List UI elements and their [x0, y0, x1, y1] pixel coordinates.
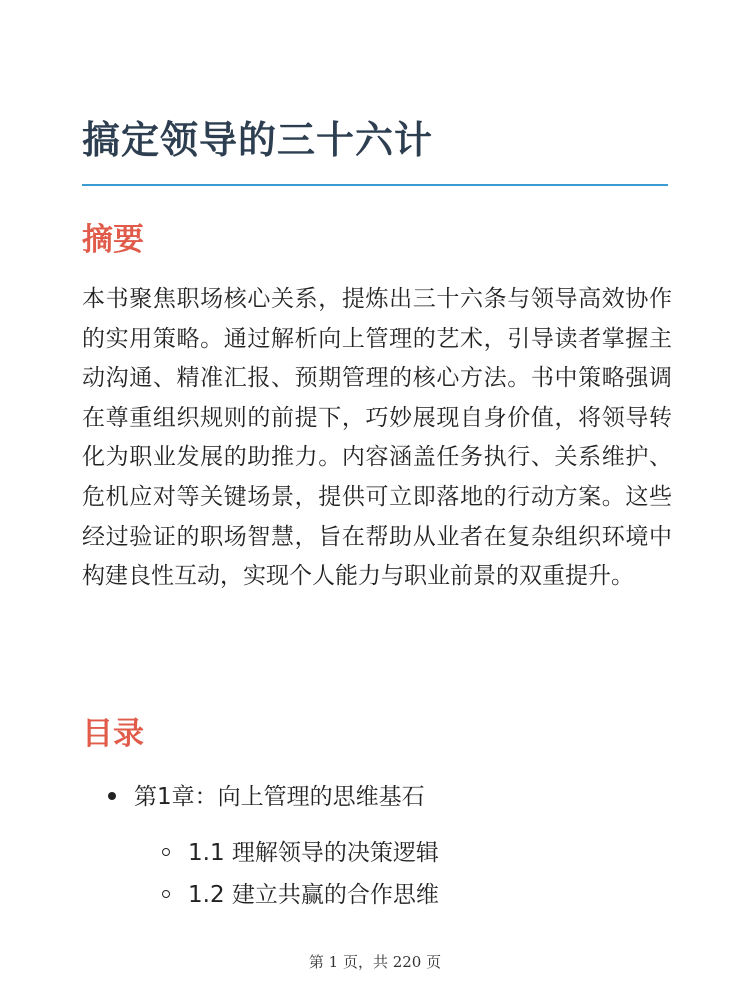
bullet-disc-icon: [108, 792, 116, 800]
bullet-circle-icon: [162, 890, 170, 898]
document-title: 搞定领导的三十六计: [82, 118, 434, 162]
toc-section-label: 1.1 理解领导的决策逻辑: [188, 840, 439, 866]
toc-chapter-label: 第1章：向上管理的思维基石: [134, 784, 425, 810]
bullet-circle-icon: [162, 848, 170, 856]
toc-chapter-item[interactable]: [108, 780, 425, 814]
title-divider: [82, 184, 668, 186]
page-number-footer: 第 1 页，共 220 页: [308, 953, 442, 971]
toc-section-label: 1.2 建立共赢的合作思维: [188, 882, 439, 908]
toc-heading: 目录: [82, 716, 144, 752]
abstract-body: 本书聚焦职场核心关系，提炼出三十六条与领导高效协作的实用策略。通过解析向上管理的艺术，引导读者掌握主动沟通、精准汇报、预期管理的核心方法。书中策略强调在尊重组织规则的前提下，巧妙展现自身价值，将领导转化为职业发展的助推力。内容涵盖任务执行、关系维护、危机应对等关键场景，提供可立即落地的行动方案。这些经过验证的职场智慧，旨在帮助从业者在复杂组织环境中构建良性互动，实现个人能力与职业前景的双重提升。: [82, 286, 672, 590]
toc-section-item[interactable]: [162, 878, 439, 912]
toc-section-item[interactable]: [162, 836, 439, 870]
abstract-heading: 摘要: [82, 222, 144, 258]
